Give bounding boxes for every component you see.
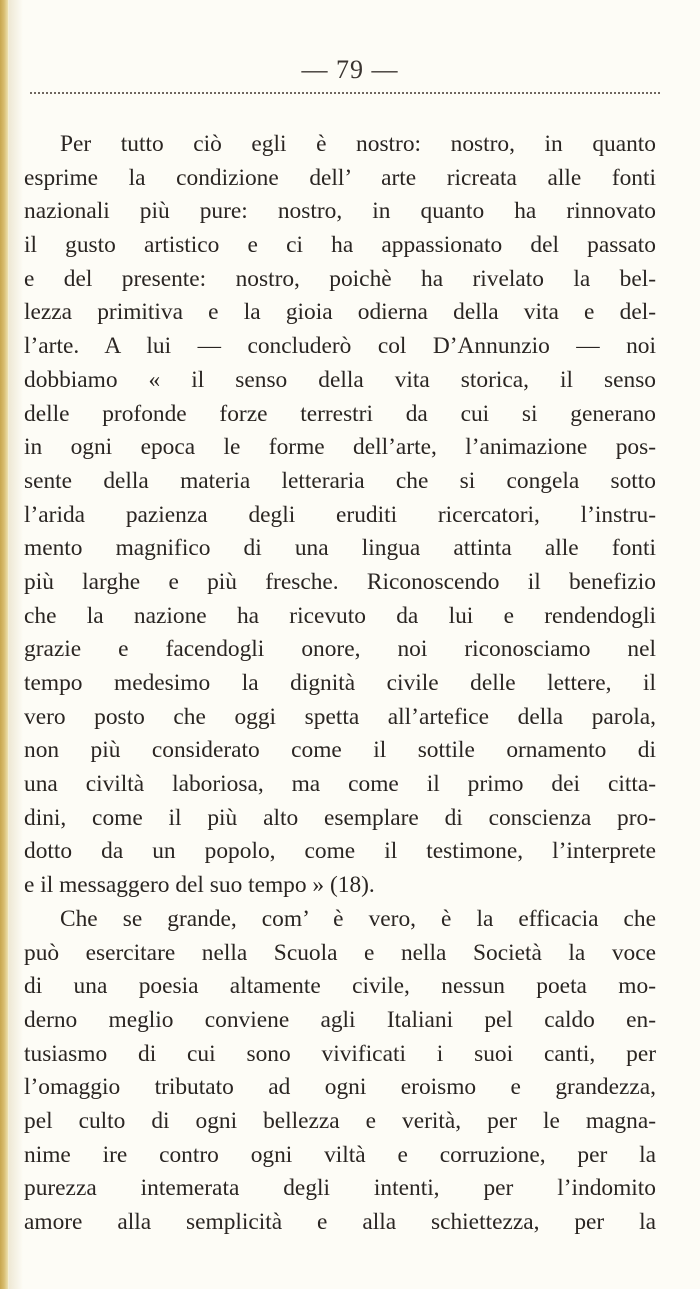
text-line: nazionali più pure: nostro, in quanto ha rinnovato <box>24 198 656 225</box>
text-line: e il messaggero del suo tempo » (18). <box>24 872 375 899</box>
text-line: dotto da un popolo, come il testimone, l’interprete <box>24 838 656 865</box>
text-line: l’arte. A lui — concluderò col D’Annunzio — noi <box>24 333 656 360</box>
text-line: mento magnifico di una lingua attinta alle fonti <box>24 535 656 562</box>
text-line: di una poesia altamente civile, nessun poeta mo- <box>24 973 656 1000</box>
text-line: e del presente: nostro, poichè ha rivelato la bel- <box>24 265 656 292</box>
text-line: tusiasmo di cui sono vivificati i suoi canti, per <box>24 1040 656 1067</box>
text-line: amore alla semplicità e alla schiettezza, per la <box>24 1209 656 1235</box>
text-line: il gusto artistico e ci ha appassionato del passato <box>24 232 656 259</box>
text-line: lezza primitiva e la gioia odierna della vita e del- <box>24 299 656 326</box>
text-line: può esercitare nella Scuola e nella Società la voce <box>24 939 656 966</box>
text-line: non più considerato come il sottile ornamento di <box>24 737 656 764</box>
page-gutter-shadow <box>9 0 23 1289</box>
text-line: nime ire contro ogni viltà e corruzione, per la <box>24 1141 656 1168</box>
text-line: vero posto che oggi spetta all’artefice della parola, <box>24 703 656 730</box>
text-line: pel culto di ogni bellezza e verità, per le magna- <box>24 1107 656 1134</box>
text-line: sente della materia letteraria che si congela sotto <box>24 467 656 494</box>
text-line: dini, come il più alto esemplare di conscienza pro- <box>24 804 656 831</box>
text-line: delle profonde forze terrestri da cui si generano <box>24 400 656 427</box>
text-line: tempo medesimo la dignità civile delle lettere, il <box>24 670 656 696</box>
page-number: — 79 — <box>301 55 399 84</box>
text-line: grazie e facendogli onore, noi riconosciamo nel <box>24 636 656 663</box>
paragraph-1 <box>24 128 656 903</box>
text-line: che la nazione ha ricevuto da lui e rendendogli <box>24 602 656 629</box>
header-dotted-rule <box>30 92 660 94</box>
text-line: Che se grande, com’ è vero, è la efficacia che <box>60 905 656 932</box>
text-line: dobbiamo « il senso della vita storica, il senso <box>24 366 656 393</box>
text-line: derno meglio conviene agli Italiani pel caldo en- <box>24 1006 656 1033</box>
body-text <box>24 128 656 1240</box>
paragraph-2 <box>24 903 656 1240</box>
text-line: esprime la condizione dell’ arte ricreata alle fonti <box>24 164 656 191</box>
text-line: l’arida pazienza degli eruditi ricercatori, l’instru- <box>24 501 656 528</box>
text-line: Per tutto ciò egli è nostro: nostro, in quanto <box>60 131 656 157</box>
text-line: l’omaggio tributato ad ogni eroismo e grandezza, <box>24 1074 656 1101</box>
text-line: purezza intemerata degli intenti, per l’indomito <box>24 1175 656 1202</box>
text-line: più larghe e più fresche. Riconoscendo il benefizio <box>24 568 656 595</box>
text-line: in ogni epoca le forme dell’arte, l’animazione pos- <box>24 434 656 461</box>
page-spine-edge <box>0 0 9 1289</box>
text-line: una civiltà laboriosa, ma come il primo dei citta- <box>24 771 656 798</box>
